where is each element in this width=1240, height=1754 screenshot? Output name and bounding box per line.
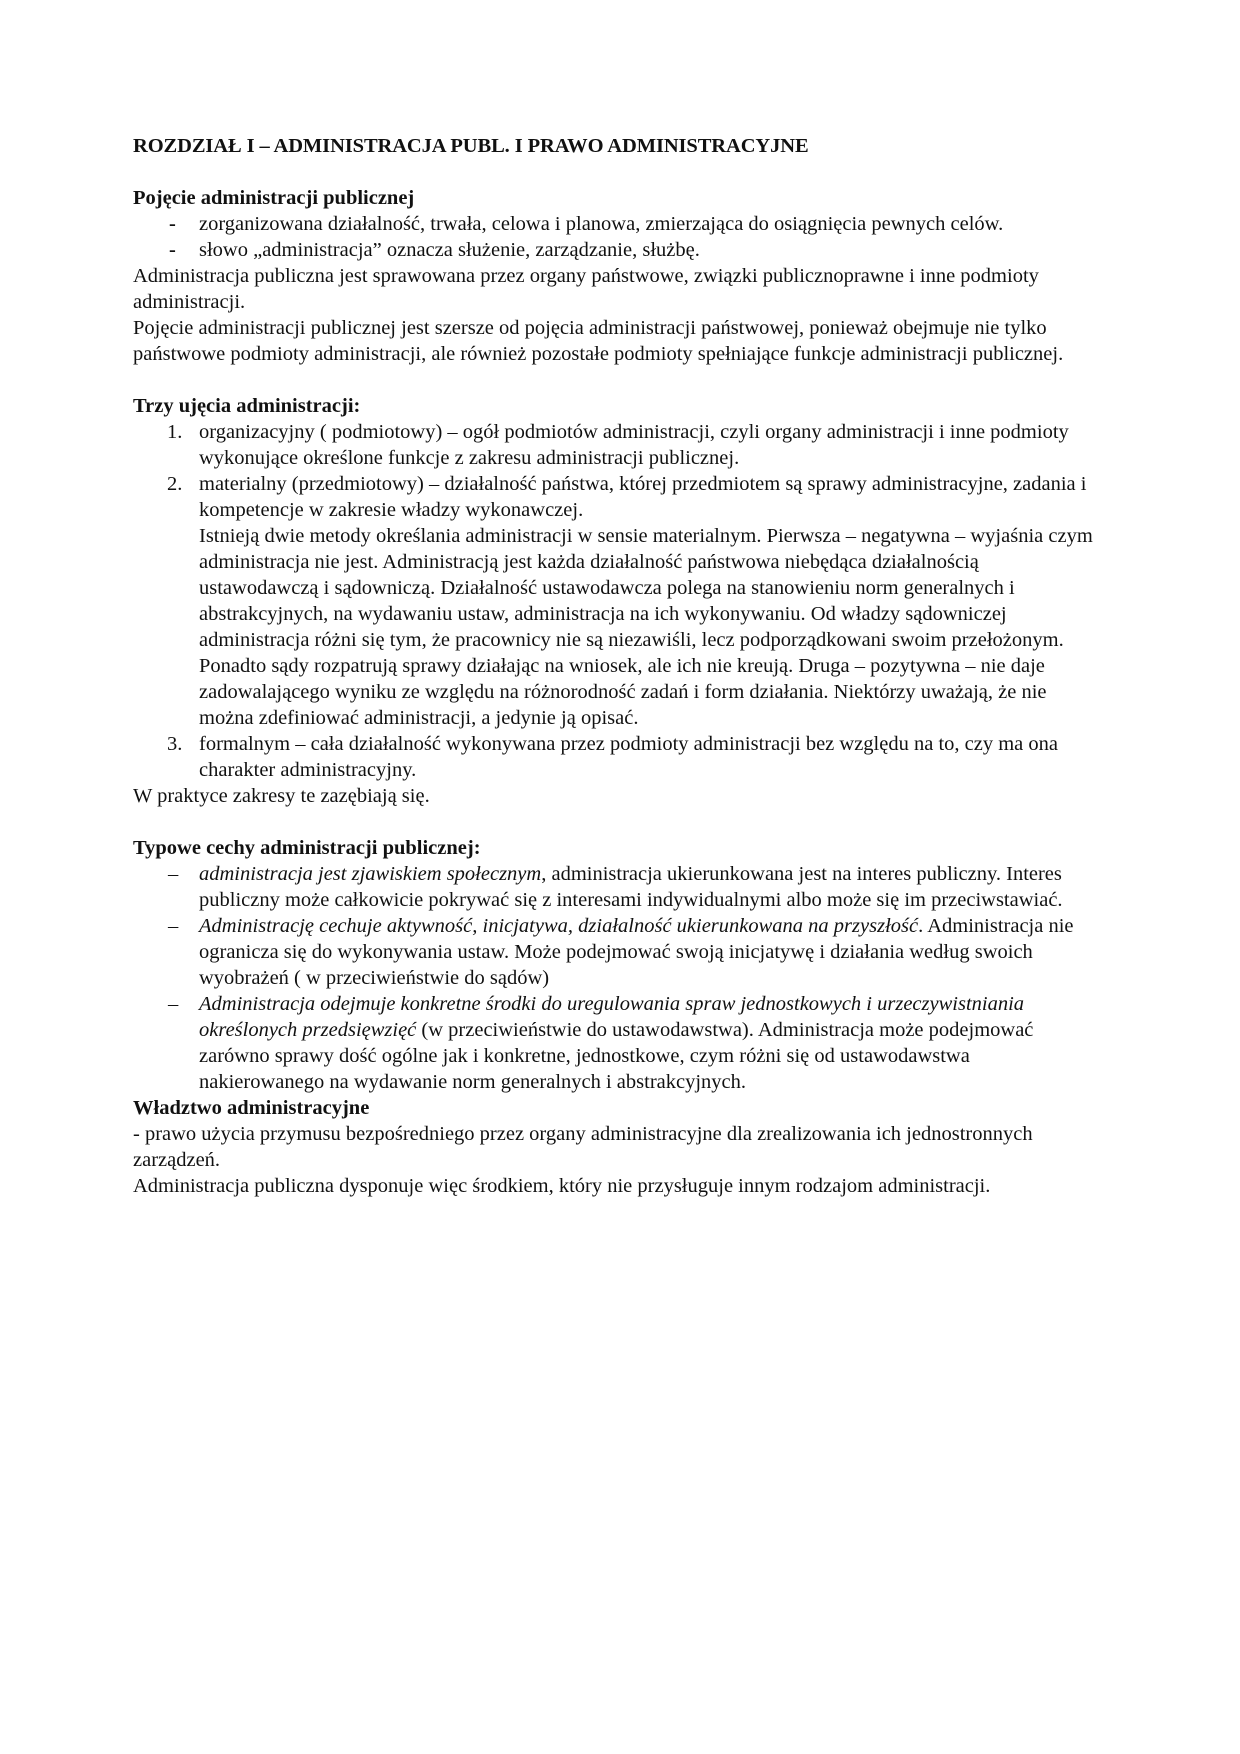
list-item-text: (w przeciwieństwie do ustawodawstwa). Administracja może podejmować zarówno sprawy dość ogólne jak i konkretne, jednostkowe, czym różni się od ustawodawstwa nakierowanego na wydawanie norm generalnych i abstrakcyjnych. bbox=[199, 1019, 1034, 1093]
list-item bbox=[133, 861, 1093, 913]
bullet-marker: - bbox=[169, 213, 176, 235]
list-number: 1. bbox=[167, 421, 183, 443]
emphasis-text: Administrację cechuje aktywność, inicjatywa, działalność ukierunkowana na przyszłość bbox=[199, 915, 919, 937]
list-item-text: zorganizowana działalność, trwała, celowa i planowa, zmierzająca do osiągnięcia pewnych celów. bbox=[199, 213, 1004, 235]
paragraph: - prawo użycia przymusu bezpośredniego przez organy administracyjne dla zrealizowania ich jednostronnych zarządzeń. bbox=[133, 1123, 1033, 1171]
list-item bbox=[133, 237, 1093, 263]
paragraph: W praktyce zakresy te zazębiają się. bbox=[133, 785, 430, 807]
emphasis-text: administracja jest zjawiskiem społecznym bbox=[199, 863, 542, 885]
dash-marker: – bbox=[168, 993, 179, 1015]
section-concept bbox=[133, 185, 1093, 367]
list-item bbox=[133, 419, 1093, 471]
list-item-text: . Administracja nie ogranicza się do wykonywania ustaw. Może podejmować swoją inicjatywę i działania według swoich wyobrażeń ( w przeciwieństwie do sądów) bbox=[199, 915, 1074, 989]
spacer bbox=[133, 367, 1093, 393]
list-item-text: formalnym – cała działalność wykonywana przez podmioty administracji bez względu na to, czy ma ona charakter administracyjny. bbox=[199, 733, 1058, 781]
list-item bbox=[133, 991, 1093, 1095]
dash-marker: – bbox=[168, 863, 179, 885]
list-number: 3. bbox=[167, 733, 183, 755]
chapter-title: ROZDZIAŁ I – ADMINISTRACJA PUBL. I PRAWO ADMINISTRACYJNE bbox=[133, 135, 809, 157]
document-page bbox=[133, 133, 1093, 1199]
dash-marker: – bbox=[168, 915, 179, 937]
list-item bbox=[133, 471, 1093, 731]
emphasis-text: Administracja odejmuje konkretne środki do uregulowania spraw jednostkowych i urzeczywistniania określonych przedsięwzięć bbox=[199, 993, 1025, 1041]
list-item-text: materialny (przedmiotowy) – działalność państwa, której przedmiotem są sprawy administracyjne, zadania i kompetencje w zakresie władzy wykonawczej. bbox=[199, 473, 1087, 521]
section-three-approaches bbox=[133, 393, 1093, 809]
numbered-list bbox=[133, 419, 1093, 783]
section-heading: Pojęcie administracji publicznej bbox=[133, 187, 415, 209]
bullet-list bbox=[133, 211, 1093, 263]
section-heading: Typowe cechy administracji publicznej: bbox=[133, 837, 481, 859]
list-item-text: , administracja ukierunkowana jest na interes publiczny. Interes publiczny może całkowicie pokrywać się z interesami indywidualnymi albo może się im przeciwstawiać. bbox=[199, 863, 1063, 911]
list-item bbox=[133, 211, 1093, 237]
list-number: 2. bbox=[167, 473, 183, 495]
list-item-text: organizacyjny ( podmiotowy) – ogół podmiotów administracji, czyli organy administracji i inne podmioty wykonujące określone funkcje z zakresu administracji publicznej. bbox=[199, 421, 1069, 469]
section-heading: Władztwo administracyjne bbox=[133, 1097, 370, 1119]
list-item bbox=[133, 731, 1093, 783]
section-typical-features bbox=[133, 835, 1093, 1095]
list-item bbox=[133, 913, 1093, 991]
paragraph: Administracja publiczna dysponuje więc środkiem, który nie przysługuje innym rodzajom administracji. bbox=[133, 1175, 991, 1197]
paragraph: Administracja publiczna jest sprawowana przez organy państwowe, związki publicznoprawne i inne podmioty administracji. bbox=[133, 265, 1039, 313]
section-heading: Trzy ujęcia administracji: bbox=[133, 395, 361, 417]
paragraph: Pojęcie administracji publicznej jest szersze od pojęcia administracji państwowej, ponieważ obejmuje nie tylko państwowe podmioty administracji, ale również pozostałe podmioty spełniające funkcje administracji publicznej. bbox=[133, 317, 1064, 365]
section-administrative-authority bbox=[133, 1095, 1093, 1199]
spacer bbox=[133, 809, 1093, 835]
list-item-text: słowo „administracja” oznacza służenie, zarządzanie, służbę. bbox=[199, 239, 700, 261]
list-item-continuation: Istnieją dwie metody określania administracji w sensie materialnym. Pierwsza – negatywna – wyjaśnia czym administracja nie jest. Administracją jest każda działalność państwowa niebędąca działalnością ustawodawczą i sądowniczą. Działalność ustawodawcza polega na stanowieniu norm generalnych i abstrakcyjnych, na wydawaniu ustaw, administracja na ich wykonywaniu. Od władzy sądowniczej administracja różni się tym, że pracownicy nie są niezawiśli, lecz podporządkowani swoim przełożonym. Ponadto sądy rozpatrują sprawy działając na wniosek, ale ich nie kreują. Druga – pozytywna – nie daje zadowalającego wyniku ze względu na różnorodność zadań i form działania. Niektórzy uważają, że nie można zdefiniować administracji, a jedynie ją opisać. bbox=[199, 525, 1093, 729]
bullet-marker: - bbox=[169, 239, 176, 261]
dash-list bbox=[133, 861, 1093, 1095]
